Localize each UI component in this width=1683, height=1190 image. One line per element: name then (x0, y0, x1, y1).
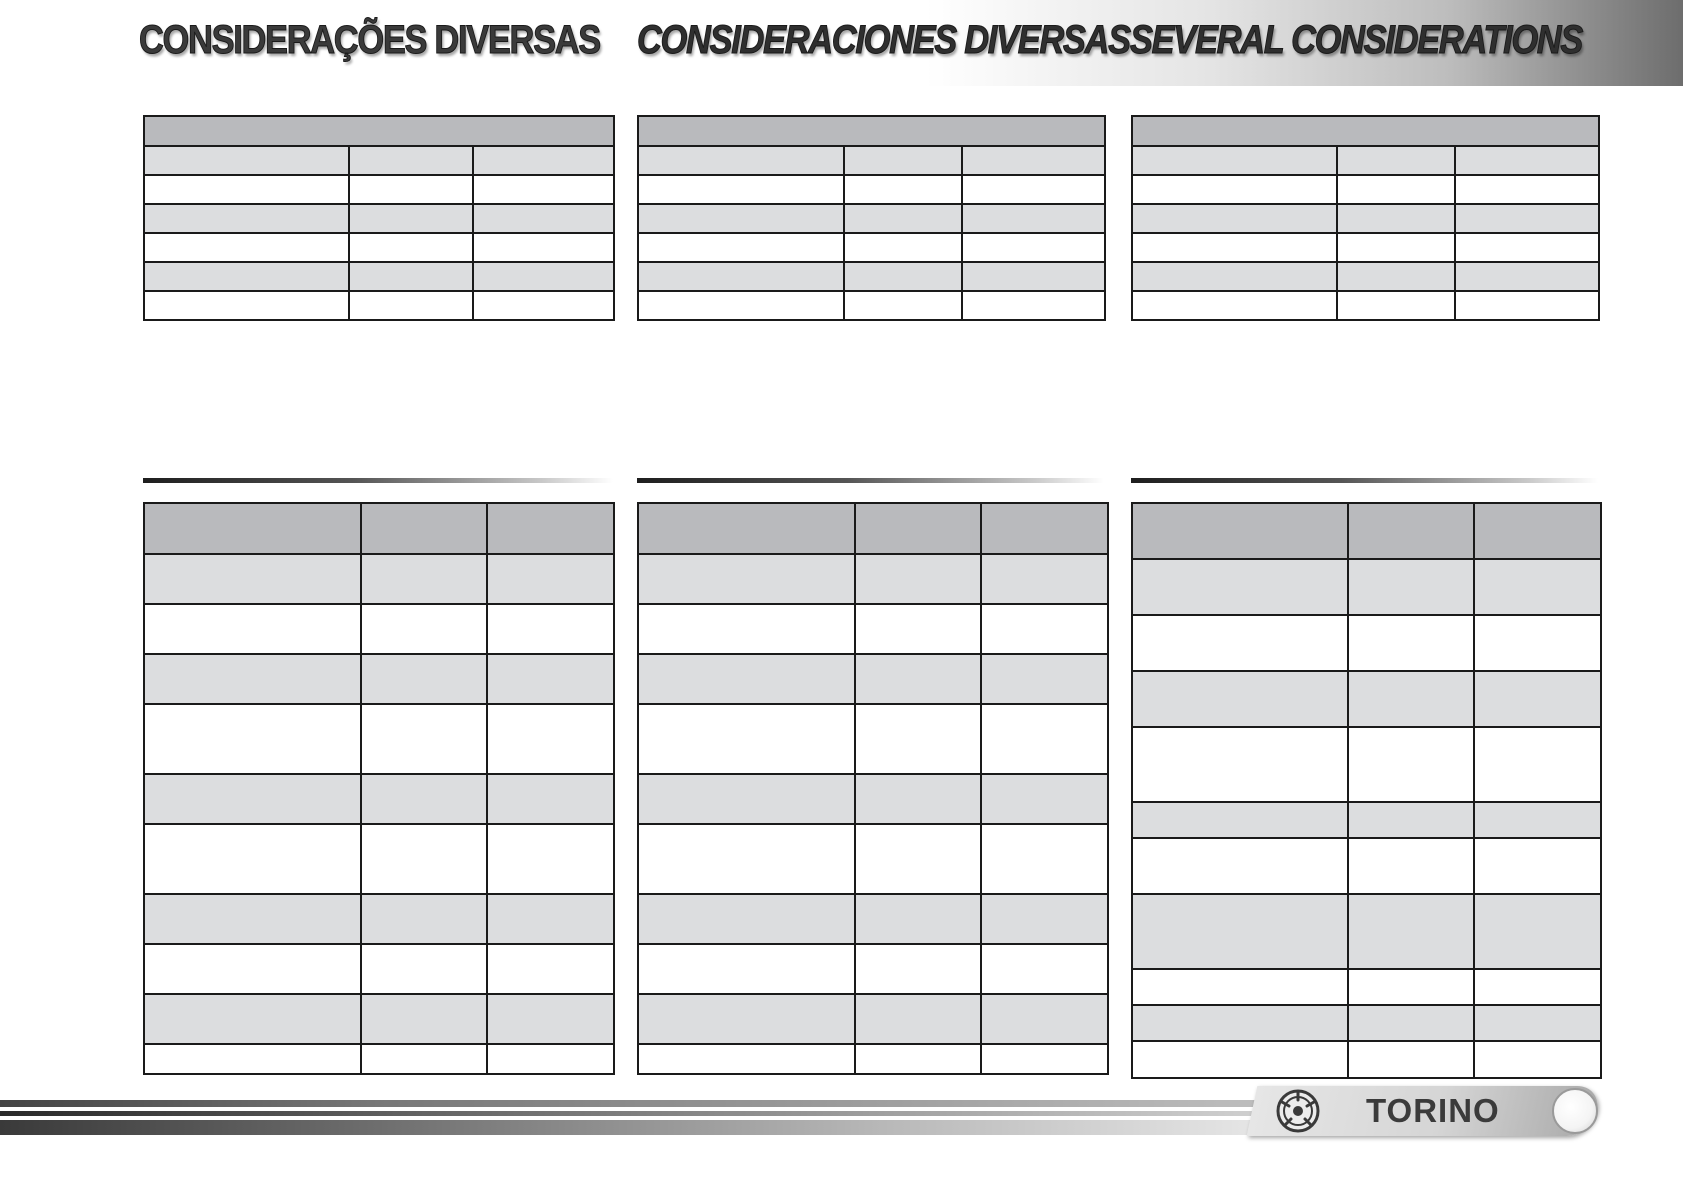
table-cell (1474, 615, 1601, 671)
table-cell (487, 1044, 614, 1074)
table-cell (1474, 969, 1601, 1005)
footer-stripe (0, 1100, 1260, 1107)
top-table-spanish (637, 115, 1106, 321)
table-cell (487, 944, 614, 994)
table-cell (144, 944, 361, 994)
table-header-row (1132, 503, 1601, 559)
page-title-portuguese: CONSIDERAÇÕES DIVERSAS (139, 18, 600, 62)
table-cell (487, 503, 614, 554)
table-cell (1455, 146, 1599, 175)
table-cell (638, 894, 855, 944)
table-cell (1132, 175, 1337, 204)
table-row (638, 944, 1108, 994)
table-row (1132, 727, 1601, 802)
table-cell (1132, 838, 1348, 894)
table-cell (981, 774, 1108, 824)
page-title-spanish: CONSIDERACIONES DIVERSAS (637, 18, 1130, 62)
table-cell (144, 824, 361, 894)
table-cell (487, 604, 614, 654)
table-row (1132, 559, 1601, 615)
table-cell (1474, 503, 1601, 559)
table-cell (1348, 802, 1474, 838)
table-cell (638, 146, 844, 175)
table-row (638, 894, 1108, 944)
table-cell (144, 1044, 361, 1074)
table-row (144, 233, 614, 262)
table-cell (962, 146, 1105, 175)
table-title-row (638, 116, 1105, 146)
table-header-row (638, 146, 1105, 175)
table-cell (473, 175, 614, 204)
table-cell (144, 291, 349, 320)
table-row (144, 1044, 614, 1074)
table-cell (844, 204, 962, 233)
table-cell (361, 604, 487, 654)
table-cell (1132, 671, 1348, 727)
table-row (638, 204, 1105, 233)
table-cell (1132, 894, 1348, 969)
bottom-table-spanish (637, 502, 1109, 1075)
page-title-english: SEVERAL CONSIDERATIONS (1130, 18, 1583, 62)
table-cell (1348, 615, 1474, 671)
table-row (144, 654, 614, 704)
table-cell (1132, 802, 1348, 838)
table-cell (1132, 262, 1337, 291)
table-row (144, 604, 614, 654)
bottom-table-portuguese (143, 502, 615, 1075)
table-cell (1132, 503, 1348, 559)
table-header-row (144, 503, 614, 554)
table-cell (144, 554, 361, 604)
table-cell (349, 204, 473, 233)
table-row (638, 824, 1108, 894)
table-cell (962, 233, 1105, 262)
table-cell (1132, 233, 1337, 262)
table-cell (855, 654, 981, 704)
table-cell (361, 824, 487, 894)
table-cell (361, 654, 487, 704)
table-cell (361, 503, 487, 554)
table-cell (487, 704, 614, 774)
table-row (638, 1044, 1108, 1074)
table-cell (144, 175, 349, 204)
table-cell (855, 994, 981, 1044)
table-header-row (1132, 146, 1599, 175)
table-header-row (638, 503, 1108, 554)
brand-name: TORINO (1366, 1092, 1500, 1129)
table-cell (1132, 1005, 1348, 1041)
table-cell (361, 774, 487, 824)
table-cell (1337, 204, 1455, 233)
table-cell (1132, 146, 1337, 175)
table-cell (981, 1044, 1108, 1074)
section-divider-spanish (637, 478, 1104, 483)
table-cell (1348, 838, 1474, 894)
table-cell (638, 604, 855, 654)
table-cell (981, 894, 1108, 944)
table-cell (962, 204, 1105, 233)
table-cell (487, 994, 614, 1044)
table-cell (473, 204, 614, 233)
table-row (638, 175, 1105, 204)
table-cell (855, 503, 981, 554)
table-cell (473, 146, 614, 175)
table-cell (1474, 894, 1601, 969)
table-cell (855, 554, 981, 604)
table-cell (981, 824, 1108, 894)
table-cell (638, 175, 844, 204)
table-cell (144, 233, 349, 262)
table-cell (1132, 291, 1337, 320)
table-cell (1132, 615, 1348, 671)
table-cell (1337, 233, 1455, 262)
footer-stripe (0, 1120, 1260, 1135)
table-cell (844, 175, 962, 204)
table-row (1132, 802, 1601, 838)
table-cell (844, 262, 962, 291)
table-row (638, 554, 1108, 604)
table-cell (349, 146, 473, 175)
table-cell (1455, 175, 1599, 204)
table-cell (1474, 671, 1601, 727)
table-cell (981, 994, 1108, 1044)
table-cell (981, 944, 1108, 994)
table-row (144, 944, 614, 994)
table-cell (962, 291, 1105, 320)
table-cell (981, 554, 1108, 604)
table-cell (361, 554, 487, 604)
table-cell (1337, 262, 1455, 291)
table-cell (1337, 146, 1455, 175)
table-cell (473, 233, 614, 262)
table-cell (1132, 204, 1337, 233)
top-table-english (1131, 115, 1600, 321)
section-divider-portuguese (143, 478, 613, 483)
table-cell (349, 262, 473, 291)
table-cell (349, 291, 473, 320)
table-cell (855, 604, 981, 654)
table-cell (638, 824, 855, 894)
table-cell (844, 146, 962, 175)
table-cell (1348, 671, 1474, 727)
table-cell (1348, 559, 1474, 615)
table-row (1132, 175, 1599, 204)
table-cell (144, 654, 361, 704)
table-row (144, 824, 614, 894)
table-cell (1455, 233, 1599, 262)
table-cell (855, 944, 981, 994)
table-cell (144, 146, 349, 175)
footer-stripe (0, 1111, 1260, 1116)
table-cell (638, 654, 855, 704)
table-title-row (144, 116, 614, 146)
table-cell (144, 774, 361, 824)
table-cell (638, 774, 855, 824)
table-cell (144, 894, 361, 944)
table-cell (638, 233, 844, 262)
table-cell (1474, 802, 1601, 838)
table-cell (1455, 291, 1599, 320)
table-row (638, 654, 1108, 704)
table-cell (487, 894, 614, 944)
table-cell (144, 204, 349, 233)
table-cell (1348, 1041, 1474, 1078)
table-cell (487, 774, 614, 824)
table-cell (1474, 838, 1601, 894)
table-cell (144, 116, 614, 146)
table-row (638, 994, 1108, 1044)
table-cell (1348, 727, 1474, 802)
table-row (1132, 671, 1601, 727)
section-divider-english (1131, 478, 1598, 483)
table-row (638, 774, 1108, 824)
table-row (1132, 1041, 1601, 1078)
table-row (144, 204, 614, 233)
table-row (144, 262, 614, 291)
table-cell (981, 704, 1108, 774)
table-cell (487, 824, 614, 894)
table-cell (1337, 291, 1455, 320)
table-cell (1348, 503, 1474, 559)
table-cell (1474, 559, 1601, 615)
table-cell (361, 704, 487, 774)
table-cell (855, 1044, 981, 1074)
table-cell (1132, 1041, 1348, 1078)
table-cell (349, 233, 473, 262)
table-title-row (1132, 116, 1599, 146)
table-cell (349, 175, 473, 204)
table-cell (1132, 727, 1348, 802)
table-row (144, 894, 614, 944)
table-cell (638, 704, 855, 774)
table-row (144, 774, 614, 824)
table-cell (1132, 559, 1348, 615)
table-cell (361, 994, 487, 1044)
table-cell (638, 554, 855, 604)
table-cell (638, 944, 855, 994)
table-row (144, 994, 614, 1044)
table-row (1132, 969, 1601, 1005)
table-row (144, 291, 614, 320)
table-row (1132, 615, 1601, 671)
table-cell (1132, 969, 1348, 1005)
table-cell (1348, 969, 1474, 1005)
table-row (638, 262, 1105, 291)
table-cell (473, 262, 614, 291)
table-cell (1474, 727, 1601, 802)
table-row (1132, 233, 1599, 262)
table-cell (638, 503, 855, 554)
table-cell (144, 604, 361, 654)
table-cell (144, 994, 361, 1044)
steering-wheel-icon (1275, 1088, 1321, 1134)
bottom-table-english (1131, 502, 1602, 1079)
table-cell (638, 116, 1105, 146)
table-cell (1132, 116, 1599, 146)
table-row (1132, 894, 1601, 969)
table-cell (361, 1044, 487, 1074)
table-cell (844, 233, 962, 262)
table-row (1132, 838, 1601, 894)
table-cell (1348, 1005, 1474, 1041)
table-row (1132, 204, 1599, 233)
table-cell (1474, 1005, 1601, 1041)
table-cell (473, 291, 614, 320)
table-row (144, 554, 614, 604)
table-cell (855, 704, 981, 774)
table-cell (144, 704, 361, 774)
table-cell (962, 262, 1105, 291)
table-cell (855, 824, 981, 894)
table-cell (487, 654, 614, 704)
table-cell (361, 944, 487, 994)
table-row (638, 233, 1105, 262)
table-cell (638, 994, 855, 1044)
table-cell (844, 291, 962, 320)
top-table-portuguese (143, 115, 615, 321)
table-row (1132, 1005, 1601, 1041)
table-header-row (144, 146, 614, 175)
table-cell (855, 774, 981, 824)
table-cell (638, 204, 844, 233)
table-cell (962, 175, 1105, 204)
table-row (144, 175, 614, 204)
table-cell (1474, 1041, 1601, 1078)
table-cell (487, 554, 614, 604)
table-row (1132, 262, 1599, 291)
table-cell (361, 894, 487, 944)
table-cell (144, 503, 361, 554)
table-row (638, 704, 1108, 774)
table-cell (1455, 204, 1599, 233)
table-cell (981, 604, 1108, 654)
table-cell (1337, 175, 1455, 204)
table-cell (855, 894, 981, 944)
table-cell (981, 654, 1108, 704)
table-cell (638, 262, 844, 291)
footer-knob (1552, 1088, 1598, 1134)
table-cell (1348, 894, 1474, 969)
table-row (638, 291, 1105, 320)
table-cell (638, 291, 844, 320)
table-cell (981, 503, 1108, 554)
table-cell (1455, 262, 1599, 291)
table-row (638, 604, 1108, 654)
table-cell (144, 262, 349, 291)
table-row (1132, 291, 1599, 320)
table-cell (638, 1044, 855, 1074)
table-row (144, 704, 614, 774)
